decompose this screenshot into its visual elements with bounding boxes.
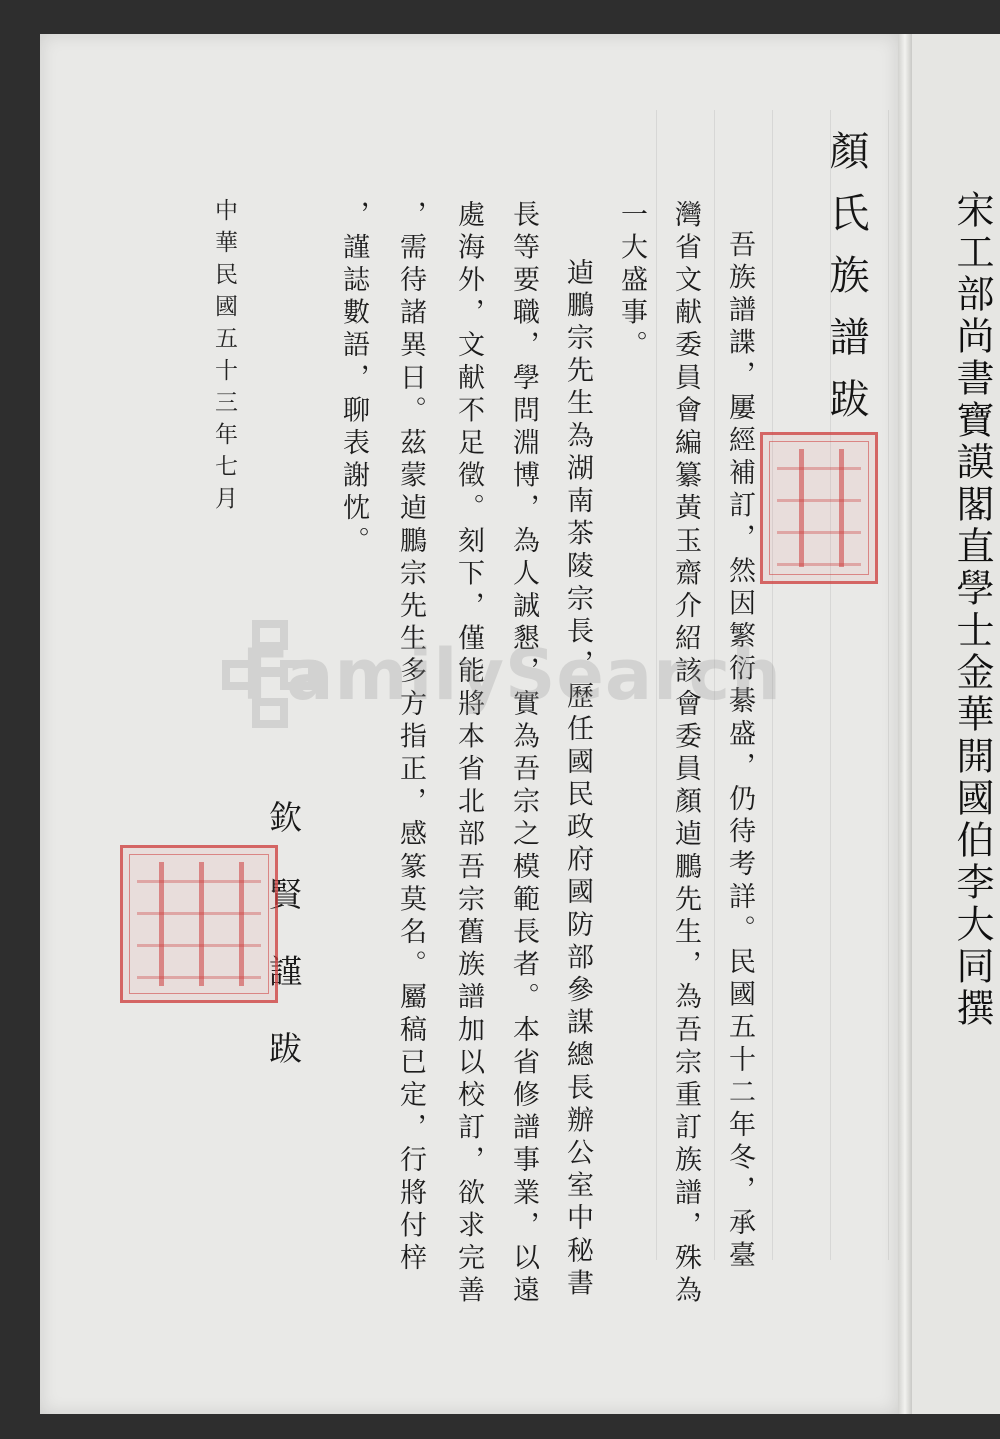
body-column-6: 處海外，文献不足徵。刻下，僅能將本省北部吾宗舊族譜加以校訂，欲求完善 — [453, 200, 484, 1309]
document-date: 中華民國五十三年七月 — [211, 198, 237, 518]
page-gutter — [898, 34, 912, 1414]
body-column-1: 吾族譜諜，屢經補訂，然因繁衍綦盛，仍待考詳。民國五十二年冬，承臺 — [724, 230, 755, 1274]
familysearch-watermark — [222, 610, 782, 740]
body-column-2: 灣省文献委員會編纂黃玉齋介紹該會委員顏逌鵬先生，為吾宗重訂族譜，殊為 — [670, 200, 701, 1309]
body-column-5: 長等要職，學問淵博，為人誠懇，實為吾宗之模範長者。本省修譜事業，以遠 — [508, 200, 539, 1309]
red-seal-stamp — [120, 845, 278, 1003]
facing-page-title: 宋工部尚書寶謨閣直學士金華開國伯李大同撰 — [950, 190, 994, 1030]
body-column-4: 逌鵬宗先生為湖南茶陵宗長，歷任國民政府國防部參謀總長辦公室中秘書 — [562, 258, 593, 1302]
familysearch-logo-icon — [222, 620, 232, 730]
red-seal-stamp — [760, 432, 878, 584]
signature: 欽賢謹跋 — [264, 800, 303, 1108]
body-column-7: ，需待諸異日。茲蒙逌鵬宗先生多方指正，感篆莫名。屬稿已定，行將付梓 — [395, 200, 426, 1276]
document-title: 顏氏族譜跋 — [823, 130, 869, 440]
watermark-text: FamilySearch — [241, 634, 782, 716]
body-column-8: ，謹誌數語，聊表謝忱。 — [338, 200, 369, 559]
body-column-3: 一大盛事。 — [616, 200, 647, 363]
